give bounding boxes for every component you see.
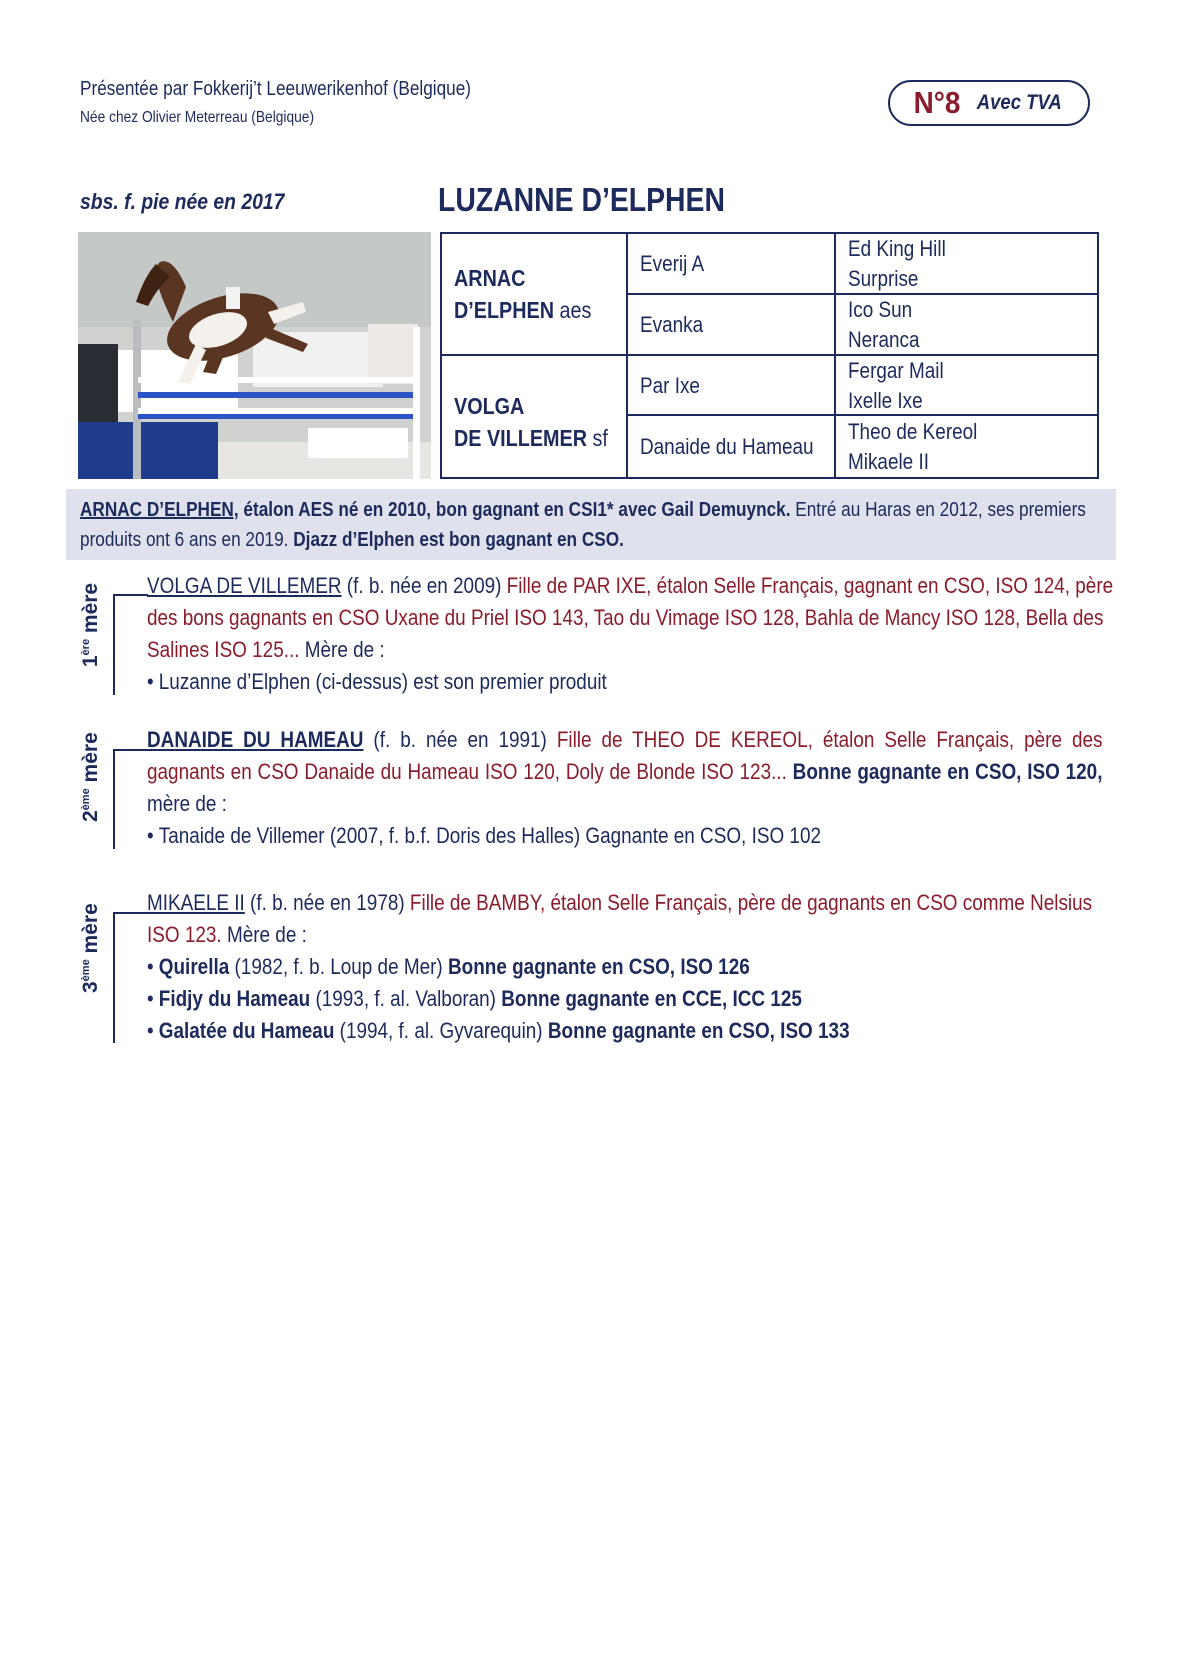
dam-name-line1: VOLGA [454, 392, 525, 419]
sire-info-name: ARNAC D’ELPHEN, [80, 499, 239, 521]
sire-dam: Evanka [640, 312, 704, 337]
dam-cell [454, 356, 626, 477]
gen3-8: Mikaele II [848, 448, 929, 474]
dam-sire: Par Ixe [640, 372, 700, 398]
first-dam-details: (f. b. née en 2009) [341, 573, 502, 598]
list-item: • Fidjy du Hameau (1993, f. al. Valboran) Bonne gagnante en CCE, ICC 125 [147, 983, 1117, 1015]
gen3-2: Surprise [848, 266, 919, 291]
sire-sire: Everij A [640, 251, 705, 276]
second-dam-result: Bonne gagnante en CSO, ISO 120, [786, 759, 1103, 784]
horse-description: sbs. f. pie née en 2017 [80, 189, 285, 214]
dam-name-line2: DE VILLEMER [454, 424, 587, 451]
third-dam-label: 3ème mère [79, 903, 102, 993]
pedigree-table [440, 232, 1099, 479]
sire-studbook: aes [559, 297, 592, 323]
second-dam-name: DANAIDE DU HAMEAU [147, 727, 364, 752]
first-dam-section [147, 570, 1117, 698]
vat-label: Avec TVA [976, 91, 1062, 114]
dam-dam: Danaide du Hameau [640, 433, 814, 459]
third-dam-sire-info: Fille de BAMBY, étalon Selle Français, père de gagnants en CSO comme Nelsius ISO 123. [147, 890, 1093, 947]
third-dam-details: (f. b. née en 1978) [244, 890, 405, 915]
lot-badge [888, 80, 1090, 126]
third-dam-section [147, 887, 1117, 1047]
gen3-3: Ico Sun [848, 297, 913, 322]
list-item: • Galatée du Hameau (1994, f. al. Gyvarequin) Bonne gagnante en CSO, ISO 133 [147, 1015, 1117, 1047]
second-dam-sire-info: Fille de THEO DE KEREOL, étalon Selle Français, père des gagnants en CSO Danaide du Hameau ISO 120, Doly de Blonde ISO 123... [147, 727, 1103, 784]
gen3-1: Ed King Hill [848, 236, 946, 261]
first-dam-after: Mère de : [299, 637, 385, 662]
list-item: • Quirella (1982, f. b. Loup de Mer) Bonne gagnante en CSO, ISO 126 [147, 951, 1117, 983]
horse-name: LUZANNE D’ELPHEN [438, 181, 725, 218]
second-dam-label: 2ème mère [79, 732, 102, 822]
second-dam-details: (f. b. née en 1991) [363, 727, 547, 752]
gen3-5: Fergar Mail [848, 357, 944, 383]
second-dam-section [147, 724, 1102, 852]
horse-jumping-illustration [78, 232, 431, 479]
third-dam-name: MIKAELE II [147, 890, 245, 915]
list-item: • Tanaide de Villemer (2007, f. b.f. Doris des Halles) Gagnante en CSO, ISO 102 [147, 820, 1102, 852]
born-at: Née chez Olivier Meterreau (Belgique) [80, 109, 315, 126]
third-dam-after: Mère de : [221, 922, 307, 947]
gen3-4: Neranca [848, 327, 920, 352]
list-item: • Luzanne d’Elphen (ci-dessus) est son premier produit [147, 666, 1117, 698]
first-dam-sire-info: Fille de PAR IXE, étalon Selle Français, gagnant en CSO, ISO 124, père des bons gagnants en CSO Uxane du Priel ISO 143, Tao du Vimage ISO 128, Bahla de Mancy ISO 128, Bella des Salines ISO 125... [147, 573, 1114, 662]
gen3-6: Ixelle Ixe [848, 387, 923, 413]
presented-by: Présentée par Fokkerij’t Leeuwerikenhof (Belgique) [80, 78, 472, 100]
sire-name-line2: D’ELPHEN [454, 297, 555, 323]
first-dam-label: 1ère mère [79, 582, 102, 668]
sire-cell [454, 234, 626, 354]
lot-number: N°8 [913, 85, 961, 120]
horse-photo [78, 232, 431, 479]
sire-name-line1: ARNAC [454, 265, 526, 291]
sire-info-bold2: Djazz d’Elphen est bon gagnant en CSO. [288, 529, 624, 551]
second-dam-after: mère de : [147, 791, 227, 816]
gen3-7: Theo de Kereol [848, 418, 978, 444]
sire-info-regular: Entré au Haras en 2012, ses premiers produits ont 6 ans en 2019. [80, 499, 1086, 551]
sire-info-text [80, 495, 1095, 555]
first-dam-name: VOLGA DE VILLEMER [147, 573, 342, 598]
sire-info-bold: étalon AES né en 2010, bon gagnant en CSI1* avec Gail Demuynck. [238, 499, 791, 521]
dam-studbook: sf [592, 424, 608, 451]
